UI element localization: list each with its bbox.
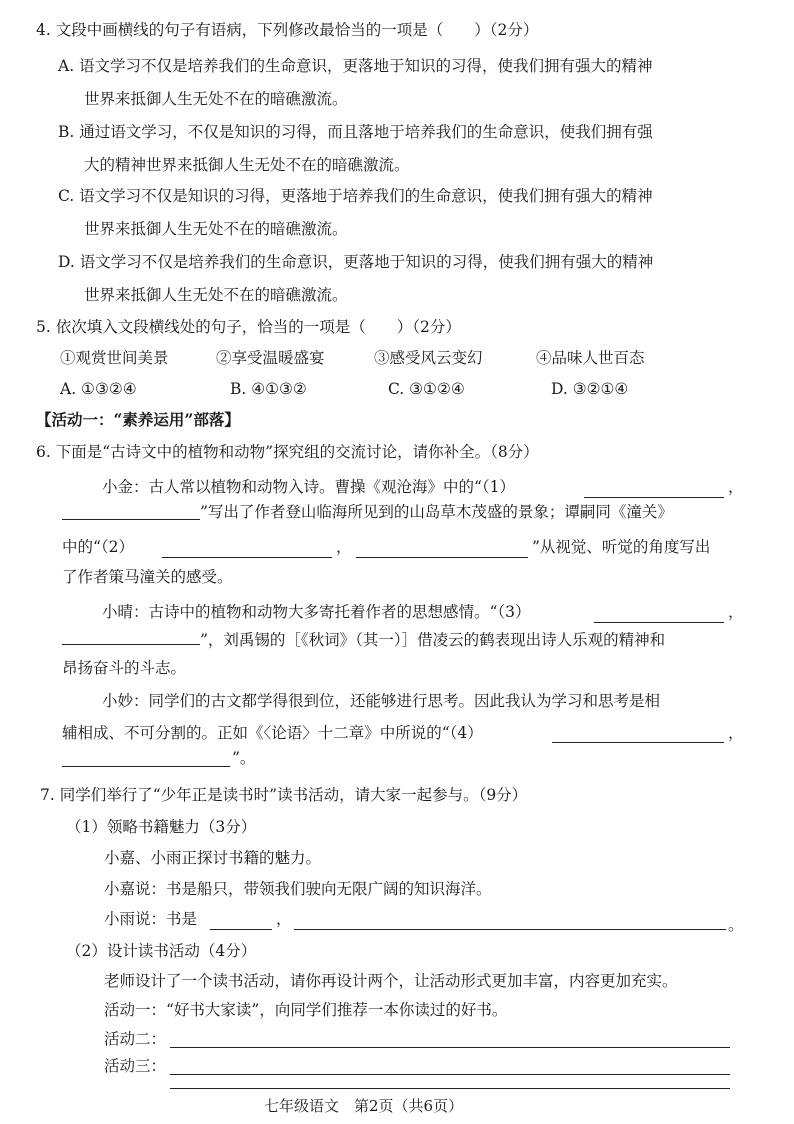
- q4-option-b-line1: B. 通过语文学习，不仅是知识的习得，而且落地于培养我们的生命意识，使我们拥有强: [58, 123, 653, 141]
- q6-comma-3: ，: [728, 603, 744, 621]
- q7-blank-book-sentence[interactable]: [294, 929, 726, 930]
- q5-sentence-3: ③感受风云变幻: [374, 349, 483, 367]
- q6-xiaojin-line5: 了作者策马潼关的感受。: [62, 568, 233, 586]
- q7-comma: ，: [276, 910, 292, 928]
- q7-activity2-label: 活动二：: [104, 1030, 167, 1048]
- q4-option-a-line1: A. 语文学习不仅是培养我们的生命意识，更落地于知识的习得，使我们拥有强大的精神: [58, 57, 653, 75]
- q6-xiaoqing-line1: 小晴：古诗中的植物和动物大多寄托着作者的思想感情。“（3）: [102, 603, 531, 621]
- q6-blank-2b[interactable]: [356, 557, 528, 558]
- page-footer: 七年级语文 第2页（共6页）: [264, 1097, 464, 1115]
- q6-blank-4b[interactable]: [62, 766, 230, 767]
- q7-part1-line2: 小嘉说：书是船只，带领我们驶向无限广阔的知识海洋。: [104, 880, 492, 898]
- q4-option-c-line2: 世界来抵御人生无处不在的暗礁激流。: [84, 220, 348, 238]
- q6-xiaojin-line1: 小金：古人常以植物和动物入诗。曹操《观沧海》中的“（1）: [102, 478, 516, 496]
- q6-stem: 6. 下面是“古诗文中的植物和动物”探究组的交流讨论，请你补全。（8分）: [36, 443, 539, 461]
- q4-option-d-line2: 世界来抵御人生无处不在的暗礁激流。: [84, 286, 348, 304]
- q6-xiaomiao-line1: 小妙：同学们的古文都学得很到位，还能够进行思考。因此我认为学习和思考是相: [102, 692, 661, 710]
- q5-stem: 5. 依次填入文段横线处的句子，恰当的一项是（ ）（2分）: [36, 318, 461, 336]
- q6-blank-2a[interactable]: [162, 557, 332, 558]
- q6-xiaomiao-line2: 辅相成、不可分割的。正如《〈论语〉十二章》中所说的“（4）: [62, 724, 483, 742]
- q6-xiaomiao-line3: ”。: [232, 749, 256, 767]
- q5-option-d: D. ③②①④: [551, 380, 629, 398]
- q5-option-a: A. ①③②④: [60, 380, 137, 398]
- q4-option-a-line2: 世界来抵御人生无处不在的暗礁激流。: [84, 90, 348, 108]
- q6-xiaojin-line4: ”从视觉、听觉的角度写出: [532, 538, 711, 556]
- q5-sentence-2: ②享受温暖盛宴: [216, 349, 325, 367]
- q6-blank-3b[interactable]: [62, 644, 200, 645]
- q7-blank-activity2[interactable]: [170, 1047, 730, 1048]
- q7-part2-title: （2）设计读书活动（4分）: [66, 942, 257, 960]
- q7-part2-line1: 老师设计了一个读书活动，请你再设计两个，让活动形式更加丰富，内容更加充实。: [104, 972, 678, 990]
- q7-part1-title: （1）领略书籍魅力（3分）: [66, 818, 257, 836]
- q7-blank-book-is[interactable]: [210, 929, 272, 930]
- q6-xiaoqing-line2: ”，刘禹锡的［《秋词》（其一）］借凌云的鹤表现出诗人乐观的精神和: [200, 631, 666, 649]
- q7-period: 。: [728, 916, 744, 934]
- q6-comma-4: ，: [728, 724, 744, 742]
- q7-blank-activity3[interactable]: [170, 1074, 730, 1075]
- q5-sentence-1: ①观赏世间美景: [60, 349, 169, 367]
- q7-blank-activity3-extra[interactable]: [170, 1088, 730, 1089]
- q6-xiaojin-line3: 中的“（2）: [62, 538, 135, 556]
- q7-part1-line1: 小嘉、小雨正探讨书籍的魅力。: [104, 849, 322, 867]
- q6-blank-3a[interactable]: [594, 622, 724, 623]
- q7-activity3-label: 活动三：: [104, 1057, 167, 1075]
- q7-stem: 7. 同学们举行了“少年正是读书时”读书活动，请大家一起参与。（9分）: [40, 786, 528, 804]
- q5-option-b: B. ④①③②: [230, 380, 307, 398]
- q5-sentence-4: ④品味人世百态: [536, 349, 645, 367]
- q7-part2-line2: 活动一：“好书大家读”，向同学们推荐一本你读过的好书。: [104, 1001, 508, 1019]
- q7-part1-line3: 小雨说：书是: [104, 910, 198, 928]
- q4-option-c-line1: C. 语文学习不仅是知识的习得，更落地于培养我们的生命意识，使我们拥有强大的精神: [58, 187, 653, 205]
- q6-comma-2: ，: [336, 538, 352, 556]
- q6-xiaoqing-line3: 昂扬奋斗的斗志。: [62, 659, 187, 677]
- q6-blank-1b[interactable]: [62, 519, 200, 520]
- q6-blank-1a[interactable]: [584, 497, 724, 498]
- activity-heading: 【活动一：“素养运用”部落】: [36, 410, 240, 429]
- q6-blank-4a[interactable]: [552, 742, 724, 743]
- q4-option-b-line2: 大的精神世界来抵御人生无处不在的暗礁激流。: [84, 156, 410, 174]
- q6-xiaojin-line2: ”写出了作者登山临海所见到的山岛草木茂盛的景象；谭嗣同《潼关》: [200, 503, 673, 521]
- q4-option-d-line1: D. 语文学习不仅是培养我们的生命意识，更落地于知识的习得，使我们拥有强大的精神: [58, 253, 654, 271]
- q6-comma-1: ，: [728, 478, 744, 496]
- q4-stem: 4. 文段中画横线的句子有语病，下列修改最恰当的一项是（ ）（2分）: [36, 21, 539, 39]
- q5-option-c: C. ③①②④: [388, 380, 465, 398]
